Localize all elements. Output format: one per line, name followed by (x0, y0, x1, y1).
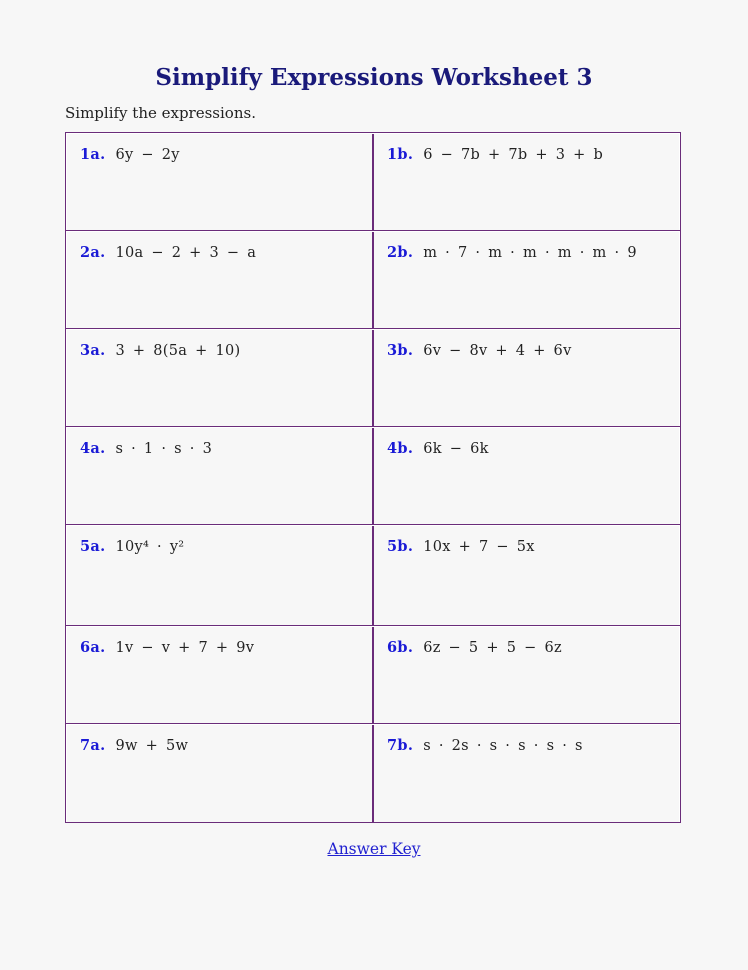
answer-key-link[interactable]: Answer Key (327, 840, 421, 858)
problem-label: 1b. (387, 146, 414, 163)
problem-label: 5a. (80, 538, 106, 555)
problem-expression: 1v − v + 7 + 9v (115, 640, 255, 656)
problem-label: 1a. (80, 146, 106, 163)
problem-row-5 (66, 525, 680, 626)
problem-expression: s · 2s · s · s · s · s (423, 738, 583, 754)
page-title: Simplify Expressions Worksheet 3 (155, 64, 593, 91)
problem-expression: 3 + 8(5a + 10) (115, 343, 241, 359)
problem-expression: 6z − 5 + 5 − 6z (423, 640, 562, 656)
problem-row-4 (66, 427, 680, 525)
problem-row-3 (66, 329, 680, 427)
problem-cell-4b (373, 428, 680, 524)
problem-expression: 6y − 2y (115, 147, 180, 163)
problem-row-6 (66, 626, 680, 724)
problem-row-7 (66, 724, 680, 822)
problems-grid (65, 132, 681, 823)
problem-label: 6a. (80, 639, 106, 656)
problem-row-1 (66, 133, 680, 231)
problem-label: 7b. (387, 737, 414, 754)
problem-cell-3b (373, 330, 680, 426)
problem-label: 7a. (80, 737, 106, 754)
problem-label: 2a. (80, 244, 106, 261)
problem-expression: 6 − 7b + 7b + 3 + b (423, 147, 604, 163)
problem-label: 3b. (387, 342, 414, 359)
problem-expression: 6v − 8v + 4 + 6v (423, 343, 572, 359)
instructions-text: Simplify the expressions. (65, 104, 256, 122)
problem-cell-7a (66, 725, 373, 822)
problem-cell-6a (66, 627, 373, 723)
problem-expression: 6k − 6k (423, 441, 489, 457)
problem-cell-2a (66, 232, 373, 328)
problem-label: 4a. (80, 440, 106, 457)
problem-label: 6b. (387, 639, 414, 656)
answer-key-container (0, 840, 748, 858)
problem-cell-4a (66, 428, 373, 524)
problem-expression: m · 7 · m · m · m · m · 9 (423, 245, 637, 261)
problem-cell-7b (373, 725, 680, 822)
problem-label: 3a. (80, 342, 106, 359)
problem-cell-5b (373, 526, 680, 625)
problem-expression: 10a − 2 + 3 − a (115, 245, 257, 261)
problem-label: 2b. (387, 244, 414, 261)
problem-expression: 10y⁴ · y² (115, 539, 185, 555)
problem-cell-1a (66, 134, 373, 230)
problem-expression: 9w + 5w (115, 738, 189, 754)
problem-row-2 (66, 231, 680, 329)
problem-label: 5b. (387, 538, 414, 555)
problem-label: 4b. (387, 440, 414, 457)
problem-cell-5a (66, 526, 373, 625)
problem-cell-1b (373, 134, 680, 230)
problem-cell-6b (373, 627, 680, 723)
problem-expression: s · 1 · s · 3 (115, 441, 213, 457)
problem-expression: 10x + 7 − 5x (423, 539, 535, 555)
problem-cell-2b (373, 232, 680, 328)
problem-cell-3a (66, 330, 373, 426)
